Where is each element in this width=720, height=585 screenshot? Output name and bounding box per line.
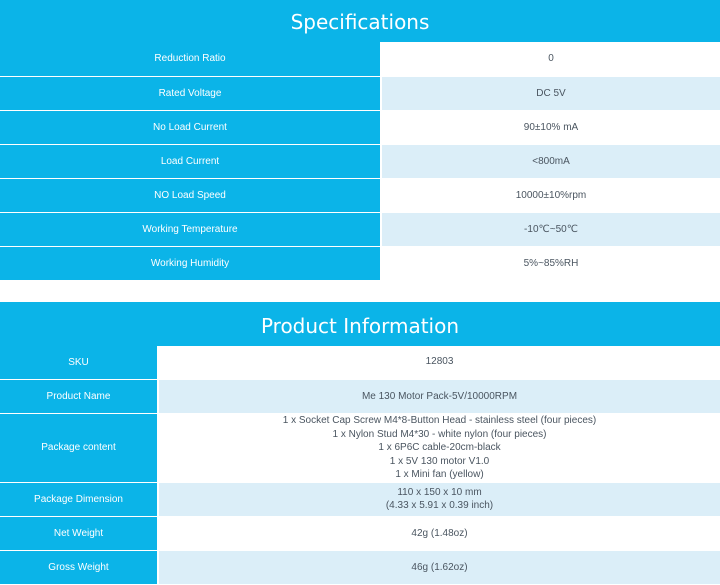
spec-value-rated-voltage: DC 5V	[381, 76, 720, 110]
gross-weight-label: Gross Weight	[0, 550, 158, 584]
package-content-line: 1 x Nylon Stud M4*30 - white nylon (four pieces)	[332, 428, 547, 440]
package-content-line: 1 x 5V 130 motor V1.0	[389, 455, 490, 467]
product-name-label: Product Name	[0, 380, 158, 414]
table-row	[0, 346, 720, 380]
sku-label: SKU	[0, 346, 158, 380]
net-weight-value: 42g (1.48oz)	[158, 516, 720, 550]
package-dimension-line: (4.33 x 5.91 x 0.39 inch)	[385, 500, 494, 512]
package-content-line: 1 x Mini fan (yellow)	[395, 469, 484, 481]
spec-label-no-load-speed: NO Load Speed	[0, 178, 381, 212]
net-weight-label: Net Weight	[0, 516, 158, 550]
spec-value-reduction-ratio: 0	[381, 42, 720, 76]
spec-label-reduction-ratio: Reduction Ratio	[0, 42, 381, 76]
package-dimension-label: Package Dimension	[0, 482, 158, 516]
gross-weight-value: 46g (1.62oz)	[158, 550, 720, 584]
specifications-panel	[0, 0, 720, 281]
sku-value: 12803	[158, 346, 720, 380]
spec-label-working-humidity: Working Humidity	[0, 246, 381, 280]
package-dimension-value	[158, 482, 720, 516]
spec-value-working-temperature: -10℃~50℃	[381, 212, 720, 246]
table-row	[0, 482, 720, 516]
table-row	[0, 76, 720, 110]
package-content-line: 1 x 6P6C cable-20cm-black	[378, 442, 501, 454]
section-spacer	[0, 281, 720, 302]
product-name-value: Me 130 Motor Pack-5V/10000RPM	[158, 380, 720, 414]
package-content-line: 1 x Socket Cap Screw M4*8-Button Head - stainless steel (four pieces)	[282, 415, 597, 426]
table-row	[0, 144, 720, 178]
spec-value-no-load-speed: 10000±10%rpm	[381, 178, 720, 212]
spec-value-no-load-current: 90±10% mA	[381, 110, 720, 144]
specifications-title: Specifications	[0, 0, 720, 42]
spec-label-rated-voltage: Rated Voltage	[0, 76, 381, 110]
table-row	[0, 414, 720, 483]
spec-label-load-current: Load Current	[0, 144, 381, 178]
package-content-label: Package content	[0, 414, 158, 483]
spec-label-no-load-current: No Load Current	[0, 110, 381, 144]
table-row	[0, 110, 720, 144]
spec-value-working-humidity: 5%~85%RH	[381, 246, 720, 280]
spec-value-load-current: <800mA	[381, 144, 720, 178]
table-row	[0, 550, 720, 584]
package-content-value	[158, 414, 720, 483]
table-row	[0, 246, 720, 280]
table-row	[0, 212, 720, 246]
table-row	[0, 380, 720, 414]
package-dimension-line: 110 x 150 x 10 mm	[397, 486, 482, 498]
specifications-table	[0, 42, 720, 281]
table-row	[0, 42, 720, 76]
product-information-panel	[0, 302, 720, 585]
table-row	[0, 516, 720, 550]
product-information-table	[0, 346, 720, 585]
table-row	[0, 178, 720, 212]
spec-label-working-temperature: Working Temperature	[0, 212, 381, 246]
product-information-title: Product Information	[0, 302, 720, 346]
